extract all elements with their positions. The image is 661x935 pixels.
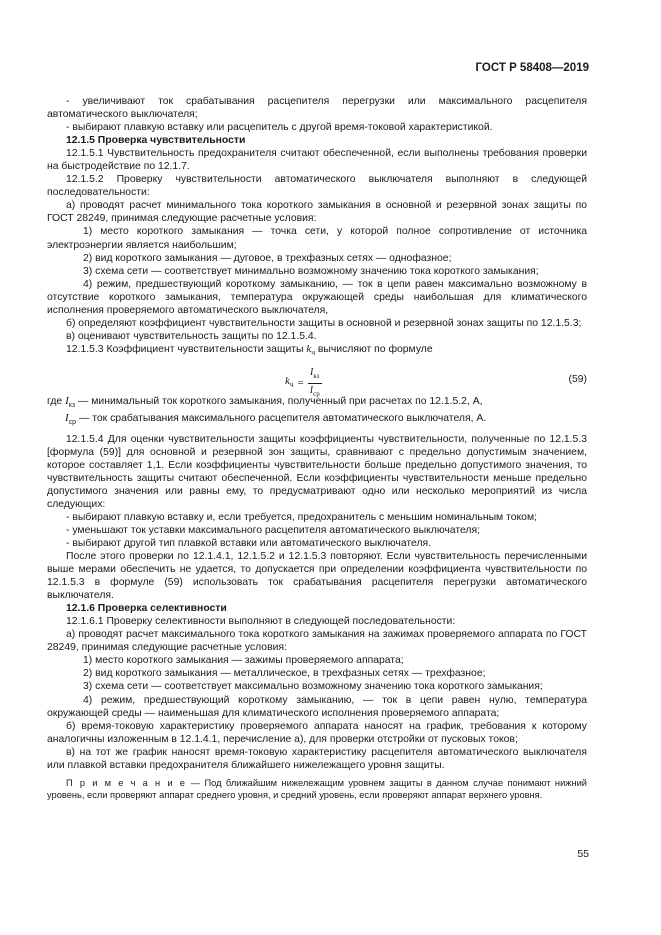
list-item: 4) режим, предшествующий короткому замыканию, — ток в цепи равен максимально возможному в отсутствие короткого замыкания, температура окружающей среды наибольшая для климатического исполнения проверяемого автоматического выключателя, bbox=[47, 278, 587, 316]
formula-59 bbox=[47, 366, 587, 399]
list-item: в) на тот же график наносят время-токовую характеристику расцепителя автоматического выключателя или плавкой вставки предохранителя ближайшего нижележащего уровня защиты. bbox=[47, 746, 587, 771]
paragraph: 12.1.5.4 Для оценки чувствительности защиты коэффициенты чувствительности, полученные по 12.1.5.3 [формула (59)] для основной и резервной зон защиты, сравнивают с предельно допустимым значением, которое составляет 1,1. Если коэффициенты чувствительности больше предельно допустимого значения, то чувствительность защиты считают обеспеченной. Если коэффициенты чувствительности меньше предельно допустимого значения или равны ему, то предусматривают одно или несколько мероприятий из числа следующих: bbox=[47, 433, 587, 510]
list-item: б) определяют коэффициент чувствительности защиты в основной и резервной зонах защиты по 12.1.5.3; bbox=[66, 317, 582, 329]
list-item: 3) схема сети — соответствует минимально возможному значению тока короткого замыкания; bbox=[83, 265, 539, 277]
paragraph: 12.1.6.1 Проверку селективности выполняют в следующей последовательности: bbox=[66, 616, 456, 628]
symbol-ikz: $I_{кз}$ bbox=[65, 395, 76, 410]
where-clause-2: $I_{ср}$ — ток срабатывания максимального расцепителя автоматического выключателя, А. bbox=[65, 412, 487, 427]
symbol-k: $k_ч$ bbox=[306, 342, 315, 358]
list-item: 4) режим, предшествующий короткому замыканию, — ток в цепи равен нулю, температура окружающей среды — наименьшая для климатического исполнения проверяемого аппарата; bbox=[47, 694, 587, 719]
paragraph: 12.1.5.1 Чувствительность предохранителя считают обеспеченной, если выполнены требования проверки на быстродействие по 12.1.7. bbox=[47, 148, 587, 173]
denominator: $I_{ср}$ bbox=[309, 385, 320, 399]
list-item: 2) вид короткого замыкания — дуговое, в трехфазных сетях — однофазное; bbox=[83, 252, 452, 264]
section-heading: 12.1.6 Проверка селективности bbox=[66, 603, 227, 615]
formula-expression bbox=[285, 366, 322, 401]
page-number: 55 bbox=[577, 848, 589, 860]
paragraph: - выбирают плавкую вставку или расцепитель с другой время-токовой характеристикой. bbox=[66, 122, 493, 134]
list-item: - выбирают плавкую вставку и, если требуется, предохранитель с меньшим номинальным током; bbox=[66, 511, 537, 523]
paragraph-text: 12.1.5.3 Коэффициент чувствительности защиты bbox=[66, 343, 304, 355]
note-text: — Под ближайшим нижележащим уровнем защиты в данном случае понимают нижний уровень, если проверяют аппарат среднего уровня, и средний уровень, если проверяют аппарат верхнего уровня. bbox=[47, 777, 587, 800]
paragraph-text: вычисляют по формуле bbox=[317, 343, 433, 355]
list-item: а) проводят расчет минимального тока короткого замыкания в основной и резервной зонах защиты по ГОСТ 28249, принимая следующие расчетные условия: bbox=[47, 200, 587, 225]
list-item: - выбирают другой тип плавкой вставки или автоматического выключателя. bbox=[66, 537, 432, 549]
paragraph bbox=[47, 343, 587, 360]
list-item: - уменьшают ток уставки максимального расцепителя автоматического выключателя; bbox=[66, 524, 481, 536]
paragraph: После этого проверки по 12.1.4.1, 12.1.5.2 и 12.1.5.3 повторяют. Если чувствительность перечисленными выше мерами обеспечить не удается, то допускается при определении коэффициента чувствительности по 12.1.5.3 в формуле (59) использовать ток срабатывания расцепителя перегрузки автоматического выключателя. bbox=[47, 551, 587, 602]
numerator: $I_{кз}$ bbox=[308, 366, 322, 384]
note-label: П р и м е ч а н и е bbox=[66, 777, 187, 788]
list-item: 2) вид короткого замыкания — металлическое, в трехфазных сетях — трехфазное; bbox=[83, 668, 486, 680]
fraction bbox=[308, 366, 322, 401]
list-item: б) время-токовую характеристику проверяемого аппарата наносят на график, требования к которому аналогичны изложенным в 12.1.4.1, перечисление а), для проверки отстройки от пусковых токов; bbox=[47, 720, 587, 745]
note bbox=[47, 777, 587, 801]
paragraph: 12.1.5.2 Проверку чувствительности автоматического выключателя выполняют в следующей последовательности: bbox=[47, 174, 587, 199]
section-heading: 12.1.5 Проверка чувствительности bbox=[66, 135, 246, 147]
list-item: 1) место короткого замыкания — зажимы проверяемого аппарата; bbox=[83, 655, 404, 667]
equals-sign: = bbox=[297, 377, 304, 390]
formula-lhs: $k_ч$ bbox=[285, 375, 294, 390]
page-body bbox=[47, 95, 587, 801]
equation-number: (59) bbox=[568, 374, 587, 386]
paragraph: - увеличивают ток срабатывания расцепителя перегрузки или максимального расцепителя автоматического выключателя; bbox=[47, 96, 587, 121]
list-item: 1) место короткого замыкания — точка сети, у которой полное сопротивление от источника электроэнергии является наибольшим; bbox=[47, 226, 587, 251]
list-item: 3) схема сети — соответствует максимально возможному значению тока короткого замыкания; bbox=[83, 681, 543, 693]
list-item: а) проводят расчет максимального тока короткого замыкания на зажимах проверяемого аппарата по ГОСТ 28249, принимая следующие расчетные условия: bbox=[47, 629, 587, 654]
page-header: ГОСТ Р 58408—2019 bbox=[475, 62, 589, 74]
symbol-isr: $I_{ср}$ bbox=[65, 412, 77, 427]
where-clause-1: где $I_{кз}$ — минимальный ток короткого замыкания, полученный при расчетах по 12.1.5.2, А, bbox=[47, 395, 483, 410]
list-item: в) оценивают чувствительность защиты по 12.1.5.4. bbox=[66, 330, 317, 342]
